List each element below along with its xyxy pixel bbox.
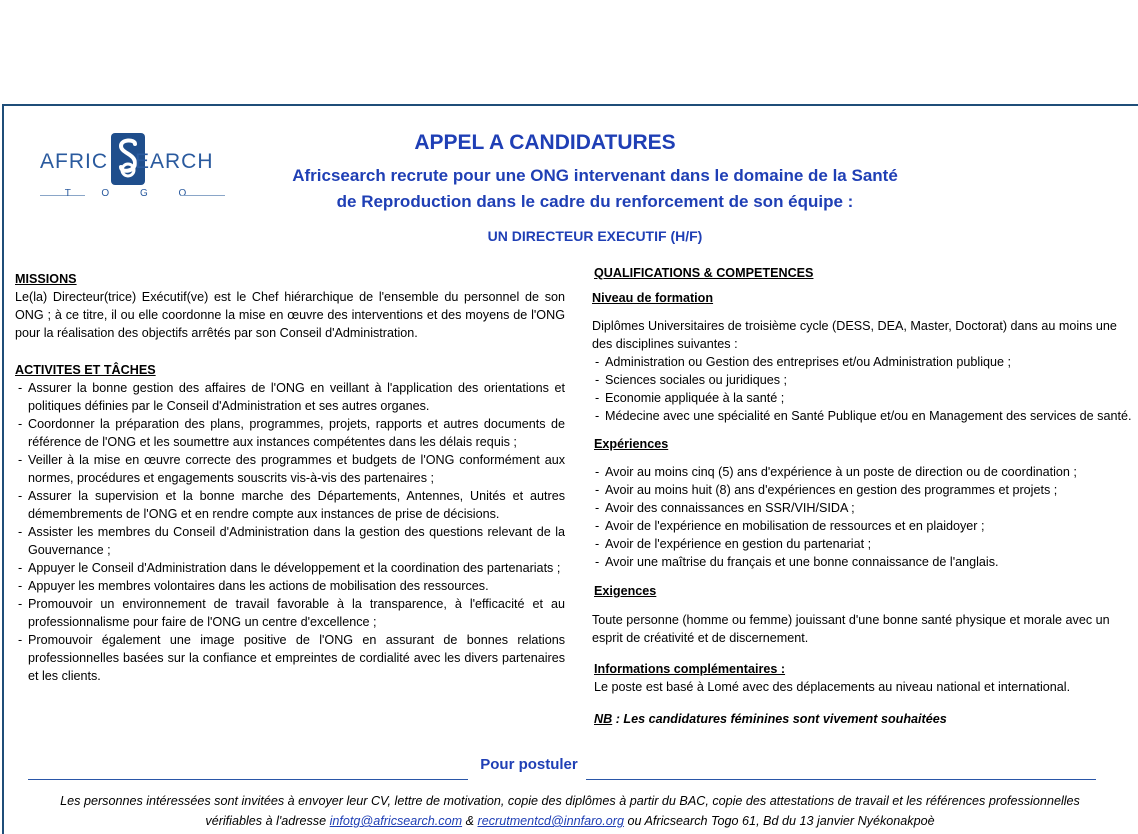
africsearch-logo — [40, 130, 230, 202]
right-column — [592, 264, 1137, 728]
left-column — [15, 270, 565, 685]
formation-list — [592, 353, 1137, 425]
page-title: APPEL A CANDIDATURES — [414, 131, 676, 154]
apply-text — [20, 791, 1120, 831]
logo-tagline: T O G O — [64, 188, 201, 199]
list-item: - Promouvoir également une image positive de l'ONG en assurant de bonnes relations professionnelles basées sur la confiance et empreintes de cordialité avec les divers partenaires et les clients. — [15, 631, 565, 685]
missions-text: Le(la) Directeur(trice) Exécutif(ve) est le Chef hiérarchique de l'ensemble du personnel de son ONG ; à ce titre, il ou elle coordonne la mise en œuvre des interventions et des moyens de l'ONG pour la réalisation des objectifs arrêtés par son Conseil d'Administration. — [15, 290, 565, 340]
nb-label: NB — [594, 712, 613, 726]
experience-heading: Expériences — [594, 437, 669, 451]
list-item: - Promouvoir un environnement de travail favorable à la transparence, à l'efficacité et au professionnalisme pour faire de l'ONG un centre d'excellence ; — [15, 595, 565, 631]
nb-text: : Les candidatures féminines sont vivement souhaitées — [612, 712, 947, 726]
page-subtitle — [270, 163, 920, 215]
exigences-text: Toute personne (homme ou femme) jouissant d'une bonne santé physique et morale avec un esprit de créativité et de discernement. — [592, 613, 1110, 645]
apply-text-line-1: Les personnes intéressées sont invitées à envoyer leur CV, lettre de motivation, copie des diplômes à partir du BAC, copie des attestations de travail et les références professionnelles — [60, 794, 1080, 808]
list-item: - Assurer la supervision et la bonne marche des Départements, Antennes, Unités et autres démembrements de l'ONG et en rendre compte aux instances de prise de décisions. — [15, 487, 565, 523]
list-item: - Administration ou Gestion des entreprises et/ou Administration publique ; — [592, 353, 1137, 371]
position-title: UN DIRECTEUR EXECUTIF (H/F) — [487, 228, 703, 244]
list-item: - Avoir des connaissances en SSR/VIH/SIDA ; — [592, 499, 1137, 517]
subtitle-line-2: de Reproduction dans le cadre du renforcement de son équipe : — [336, 192, 854, 211]
list-item: - Médecine avec une spécialité en Santé Publique et/ou en Management des services de santé. — [592, 407, 1137, 425]
apply-text-suffix: ou Africsearch Togo 61, Bd du 13 janvier Nyékonakpoè — [623, 814, 935, 828]
list-item: - Sciences sociales ou juridiques ; — [592, 371, 1137, 389]
apply-divider-right — [586, 779, 1096, 780]
list-item: - Appuyer le Conseil d'Administration dans le développement et la coordination des partenariats ; — [15, 559, 565, 577]
exigences-heading: Exigences — [594, 584, 657, 598]
list-item: - Economie appliquée à la santé ; — [592, 389, 1137, 407]
activities-heading: ACTIVITES ET TÂCHES — [15, 363, 156, 377]
qualifications-heading: QUALIFICATIONS & COMPETENCES — [594, 266, 814, 280]
email-link-africsearch[interactable]: infotg@africsearch.com — [329, 814, 463, 828]
list-item: - Avoir une maîtrise du français et une bonne connaissance de l'anglais. — [592, 553, 1137, 571]
subtitle-line-1: Africsearch recrute pour une ONG intervenant dans le domaine de la Santé — [292, 166, 898, 185]
list-item: - Avoir au moins huit (8) ans d'expériences en gestion des programmes et projets ; — [592, 481, 1137, 499]
list-item: - Avoir au moins cinq (5) ans d'expérience à un poste de direction ou de coordination ; — [592, 463, 1137, 481]
logo-word-right: EARCH — [135, 150, 214, 173]
apply-text-prefix: vérifiables à l'adresse — [205, 814, 330, 828]
logo-divider-right — [180, 195, 225, 196]
activities-list — [15, 379, 565, 685]
list-item: - Avoir de l'expérience en mobilisation de ressources et en plaidoyer ; — [592, 517, 1137, 535]
logo-word-left: AFRIC — [40, 150, 108, 173]
list-item: - Coordonner la préparation des plans, programmes, projets, rapports et autres documents de référence de l'ONG et les soumettre aux instances compétentes dans les délais requis ; — [15, 415, 565, 451]
apply-heading: Pour postuler — [480, 756, 578, 773]
formation-intro: Diplômes Universitaires de troisième cycle (DESS, DEA, Master, Doctorat) dans au moins une des disciplines suivantes : — [592, 319, 1117, 351]
nb-note — [594, 710, 1137, 728]
missions-heading: MISSIONS — [15, 272, 77, 286]
list-item: - Assister les membres du Conseil d'Administration dans la gestion des questions relevant de la Gouvernance ; — [15, 523, 565, 559]
apply-divider-left — [28, 779, 468, 780]
top-blank-area — [0, 0, 1138, 104]
apply-text-line-2 — [20, 811, 1120, 831]
email-link-innfaro[interactable]: recrutmentcd@innfaro.org — [477, 814, 624, 828]
apply-sep: & — [462, 814, 478, 828]
list-item: - Assurer la bonne gestion des affaires de l'ONG en veillant à l'application des orientations et politiques définies par le Conseil d'Administration et ses autres organes. — [15, 379, 565, 415]
info-text: Le poste est basé à Lomé avec des déplacements au niveau national et international. — [594, 680, 1071, 694]
list-item: - Appuyer les membres volontaires dans les actions de mobilisation des ressources. — [15, 577, 565, 595]
info-heading: Informations complémentaires : — [594, 662, 786, 676]
list-item: - Veiller à la mise en œuvre correcte des programmes et budgets de l'ONG conformément aux normes, procédures et engagements souscrits vis-à-vis des partenaires ; — [15, 451, 565, 487]
experience-list — [592, 463, 1137, 571]
list-item: - Avoir de l'expérience en gestion du partenariat ; — [592, 535, 1137, 553]
formation-heading: Niveau de formation — [592, 291, 714, 305]
